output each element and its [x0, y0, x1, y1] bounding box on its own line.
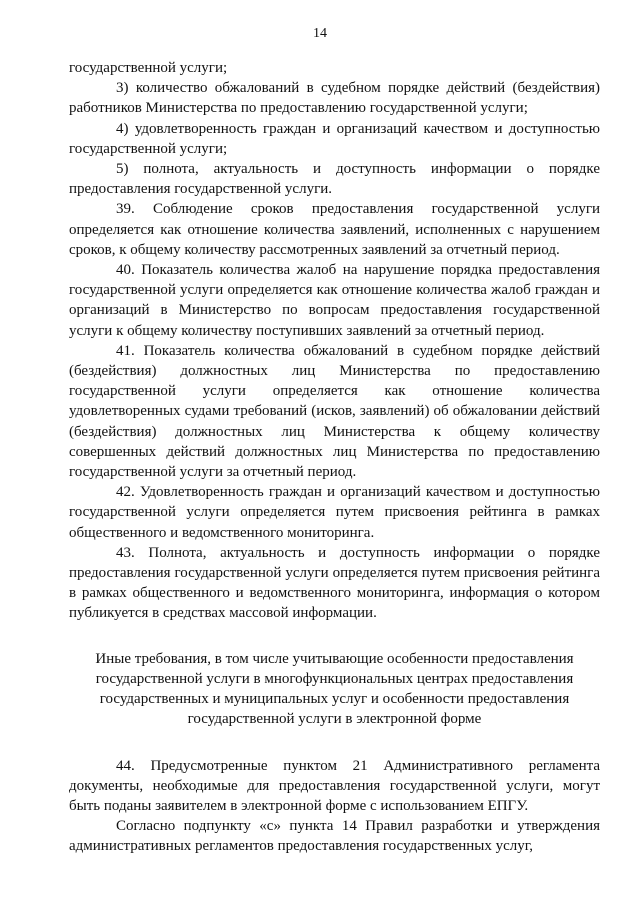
paragraph-item3: 3) количество обжалований в судебном порядке действий (бездействия) работников Министерства по предоставлению государственной услуги; — [69, 80, 600, 117]
page-number: 14 — [313, 26, 327, 41]
paragraph-42: 42. Удовлетворенность граждан и организаций качеством и доступностью государственной услуги определяется путем присвоения рейтинга в рамках общественного и ведомственного мониторинга. — [69, 484, 600, 541]
paragraph-43: 43. Полнота, актуальность и доступность информации о порядке предоставления государственной услуги определяется путем присвоения рейтинга в рамках общественного и ведомственного мониторинга, информация о котором публикуется в средствах массовой информации. — [69, 544, 600, 622]
paragraph-39: 39. Соблюдение сроков предоставления государственной услуги определяется как отношение количества заявлений, исполненных с нарушением сроков, к общему количеству рассмотренных заявлений за отчетный период. — [69, 201, 600, 258]
paragraphs-after-heading — [69, 756, 600, 857]
paragraph-44: 44. Предусмотренные пунктом 21 Административного регламента документы, необходимые для предоставления государственной услуги, могут быть поданы заявителем в электронной форме с использованием ЕПГУ. — [69, 757, 600, 814]
paragraph-item4: 4) удовлетворенность граждан и организаций качеством и доступностью государственной услуги; — [69, 120, 600, 157]
section-heading: Иные требования, в том числе учитывающие особенности предоставления государственной услуги в многофункциональных центрах предоставления государственных и муниципальных услуг и особенности предоставления государственной услуги в электронной форме — [95, 650, 574, 728]
document-body — [69, 58, 600, 857]
paragraph-41: 41. Показатель количества обжалований в судебном порядке действий (бездействия) должностных лиц Министерства по предоставлению государственной услуги определяется как отношение количества удовлетворенных судами требований (исков, заявлений) об обжаловании действий (бездействия) должностных лиц Министерства к общему количеству совершенных действий должностных лиц Министерства по предоставлению государственной услуги за отчетный период. — [69, 342, 600, 481]
paragraph-cont: государственной услуги; — [69, 60, 228, 76]
paragraphs-before-heading — [69, 58, 600, 624]
paragraph-agree: Согласно подпункту «с» пункта 14 Правил разработки и утверждения административных регламентов предоставления государственных услуг, — [69, 818, 600, 855]
paragraph-40: 40. Показатель количества жалоб на нарушение порядка предоставления государственной услуги определяется как отношение количества жалоб граждан и организаций в Министерство по вопросам предоставления государственной услуги к общему количеству поступивших заявлений за отчетный период. — [69, 262, 600, 339]
paragraph-item5: 5) полнота, актуальность и доступность информации о порядке предоставления государственной услуги. — [69, 161, 600, 198]
